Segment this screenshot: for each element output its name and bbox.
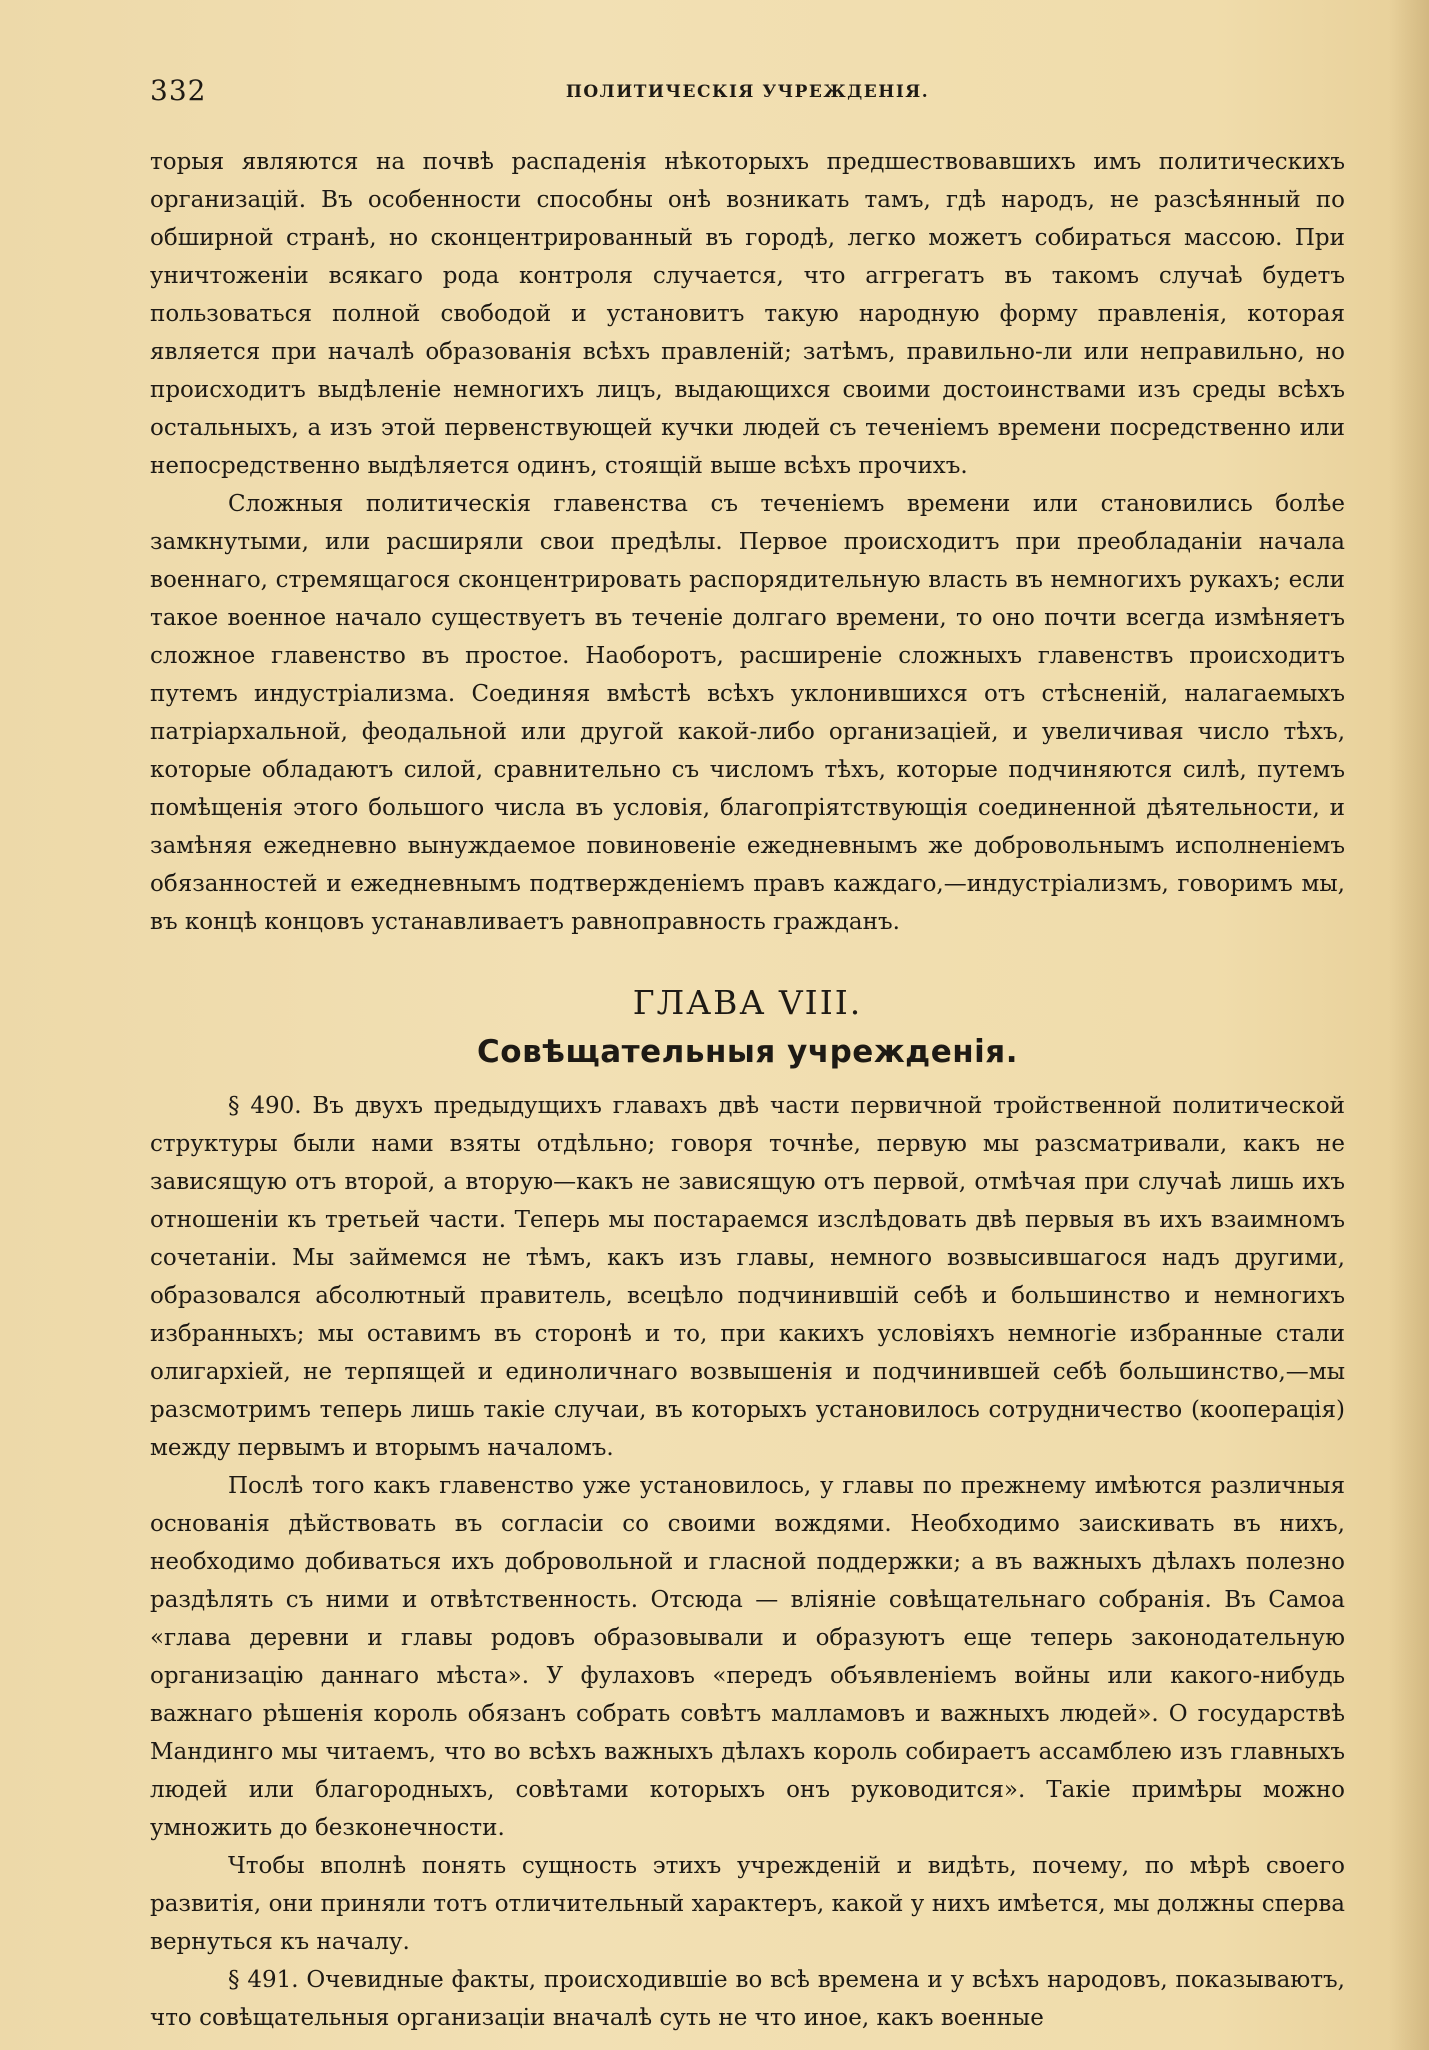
paragraph-section-491: § 491. Очевидные факты, происходившіе во всѣ времена и у всѣхъ народовъ, показываютъ, что совѣщательныя организаціи вначалѣ суть не что иное, какъ военные [150,1967,1345,2031]
paragraph: Сложныя политическія главенства съ теченіемъ времени или становились болѣе замкнутыми, или расширяли свои предѣлы. Первое происходитъ при преобладаніи начала военнаго, стремящагося сконцентрировать распорядительную власть въ немногихъ рукахъ; если такое военное начало существуетъ въ теченіе долгаго времени, то оно почти всегда измѣняетъ сложное главенство въ простое. Наоборотъ, расширеніе сложныхъ главенствъ происходитъ путемъ индустріализма. Соединяя вмѣстѣ всѣхъ уклонившихся отъ стѣсненій, налагаемыхъ патріархальной, феодальной или другой какой-либо организаціей, и увеличивая число тѣхъ, которые обладаютъ силой, сравнительно съ числомъ тѣхъ, которые подчиняются силѣ, путемъ помѣщенія этого большого числа въ условія, благопріятствующія соединенной дѣятельности, и замѣняя ежедневно вынуждаемое повиновеніе ежедневнымъ же добровольнымъ исполненіемъ обязанностей и ежедневнымъ подтвержденіемъ правъ каждаго,—индустріализмъ, говоримъ мы, въ концѣ концовъ устанавливаетъ равноправность гражданъ. [150,491,1345,935]
page-header [150,74,1345,118]
running-title: ПОЛИТИЧЕСКІЯ УЧРЕЖДЕНІЯ. [565,82,930,102]
paragraph-section-490: § 490. Въ двухъ предыдущихъ главахъ двѣ части первичной тройственной политической структуры были нами взяты отдѣльно; говоря точнѣе, первую мы разсматривали, какъ не зависящую отъ второй, а вторую—какъ не зависящую отъ первой, отмѣчая при случаѣ лишь ихъ отношеніи къ третьей части. Теперь мы постараемся изслѣдовать двѣ первыя въ ихъ взаимномъ сочетаніи. Мы займемся не тѣмъ, какъ изъ главы, немного возвысившагося надъ другими, образовался абсолютный правитель, всецѣло подчинившій себѣ и большинство и немногихъ избранныхъ; мы оставимъ въ сторонѣ и то, при какихъ условіяхъ немногіе избранные стали олигархіей, не терпящей и единоличнаго возвышенія и подчинившей себѣ большинство,—мы разсмотримъ теперь лишь такіе случаи, въ которыхъ установилось сотрудничество (кооперація) между первымъ и вторымъ началомъ. [150,1093,1345,1461]
chapter-title: ГЛАВА VIII. [632,983,863,1022]
chapter-subtitle: Совѣщательныя учрежденія. [477,1034,1018,1070]
paragraph: Послѣ того какъ главенство уже установилось, у главы по прежнему имѣются различныя основанія дѣйствовать въ согласіи со своими вождями. Необходимо заискивать въ нихъ, необходимо добиваться ихъ добровольной и гласной поддержки; а въ важныхъ дѣлахъ полезно раздѣлять съ ними и отвѣтственность. Отсюда — вліяніе совѣщательнаго собранія. Въ Самоа «глава деревни и главы родовъ образовывали и образуютъ еще теперь законодательную организацію даннаго мѣста». У фулаховъ «передъ объявленіемъ войны или какого-нибудь важнаго рѣшенія король обязанъ собрать совѣтъ малламовъ и важныхъ людей». О государствѣ Мандинго мы читаемъ, что во всѣхъ важныхъ дѣлахъ король собираетъ ассамблею изъ главныхъ людей или благородныхъ, совѣтами которыхъ онъ руководится». Такіе примѣры можно умножить до безконечности. [150,1473,1345,1841]
paragraph-continued: торыя являются на почвѣ распаденія нѣкоторыхъ предшествовавшихъ имъ политическихъ организацій. Въ особенности способны онѣ возникать тамъ, гдѣ народъ, не разсѣянный по обширной странѣ, но сконцентрированный въ городѣ, легко можетъ собираться массою. При уничтоженіи всякаго рода контроля случается, что аггрегатъ въ такомъ случаѣ будетъ пользоваться полной свободой и установитъ такую народную форму правленія, которая является при началѣ образованія всѣхъ правленій; затѣмъ, правильно-ли или неправильно, но происходитъ выдѣленіе немногихъ лицъ, выдающихся своими достоинствами изъ среды всѣхъ остальныхъ, а изъ этой первенствующей кучки людей съ теченіемъ времени посредственно или непосредственно выдѣляется одинъ, стоящій выше всѣхъ прочихъ. [150,149,1345,479]
paragraph: Чтобы вполнѣ понять сущность этихъ учрежденій и видѣть, почему, по мѣрѣ своего развитія, они приняли тотъ отличительный характеръ, какой у нихъ имѣется, мы должны сперва вернуться къ началу. [150,1853,1345,1955]
page-body [150,143,1345,2037]
page-number: 332 [150,74,207,107]
